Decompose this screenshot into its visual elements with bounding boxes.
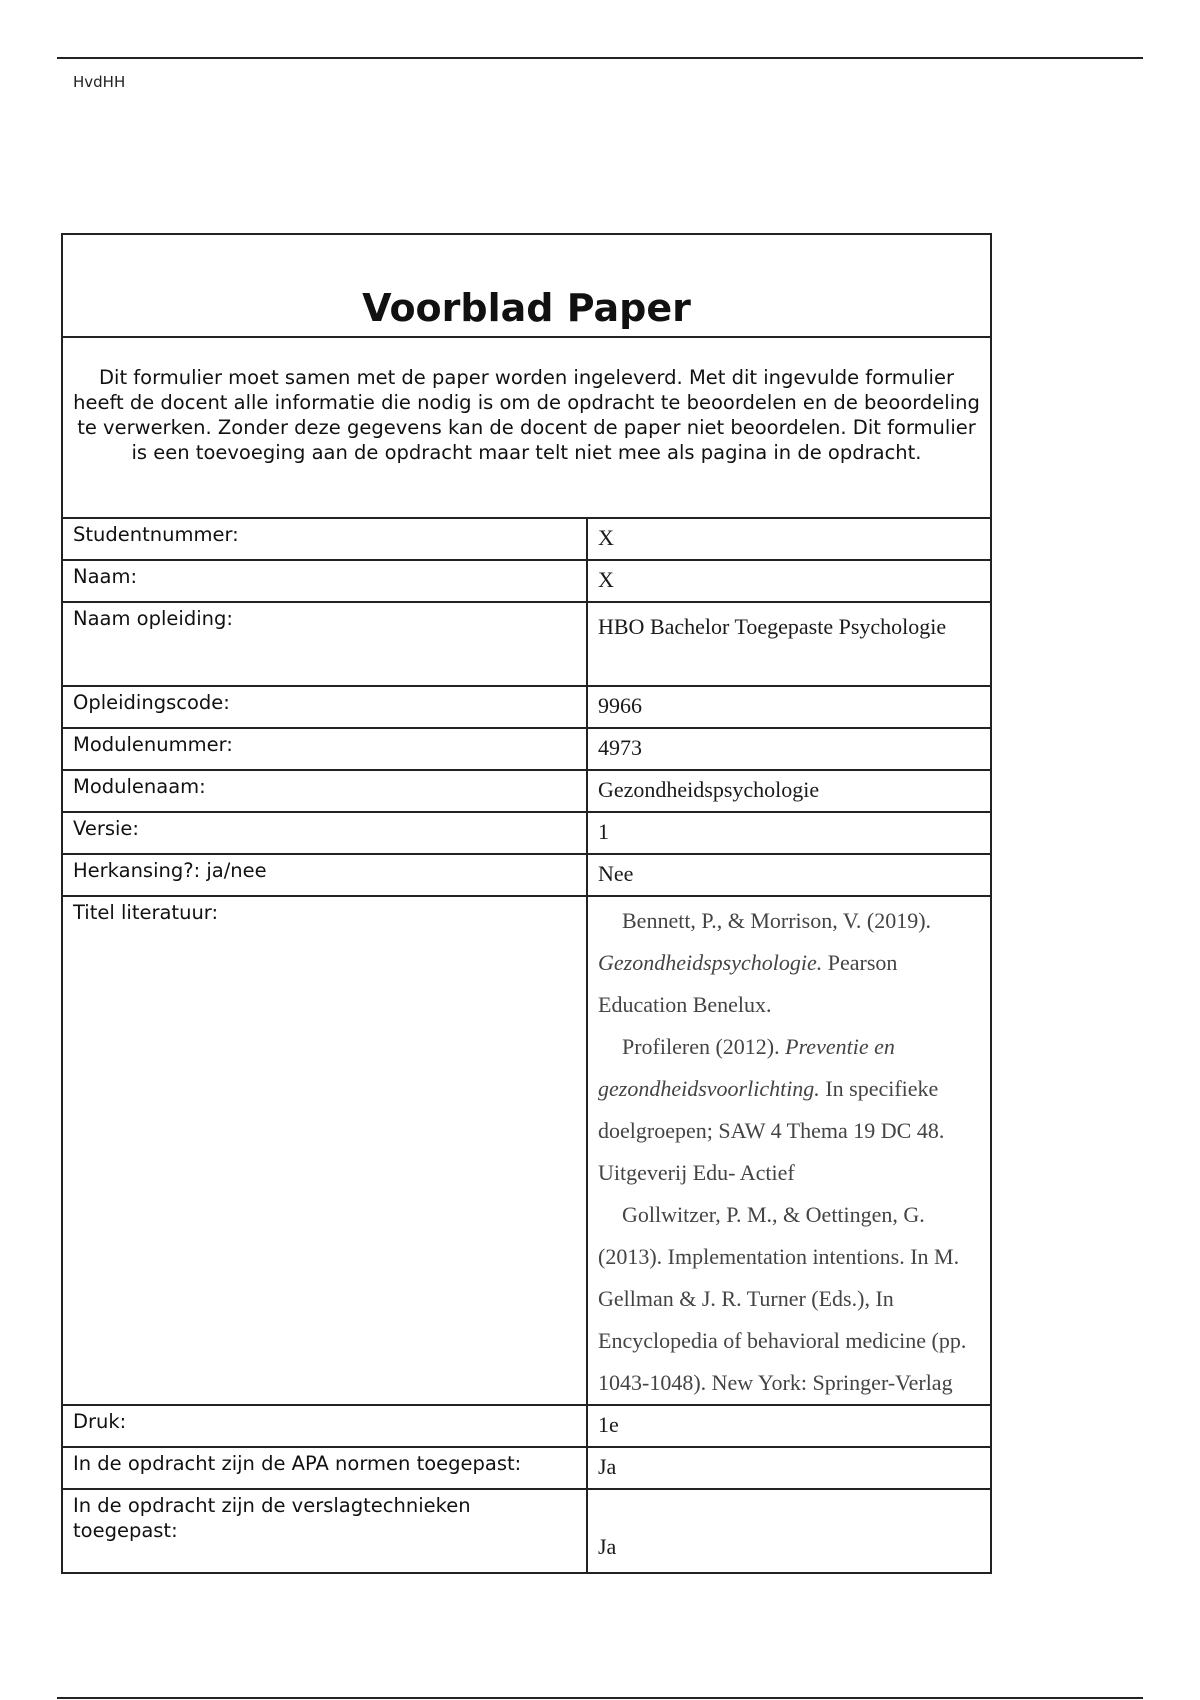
- row-label-verslagtechnieken: In de opdracht zijn de verslagtechnieken toegepast:: [62, 1489, 587, 1573]
- form-title: Voorblad Paper: [62, 234, 991, 337]
- table-row: [62, 770, 991, 812]
- table-row: [62, 1447, 991, 1489]
- row-label-titel-literatuur: Titel literatuur:: [62, 896, 587, 1405]
- row-value-versie: 1: [587, 812, 991, 854]
- table-row: [62, 812, 991, 854]
- row-value-verslagtechnieken: Ja: [587, 1489, 991, 1573]
- row-value-naam-opleiding: HBO Bachelor Toegepaste Psychologie: [587, 602, 991, 686]
- table-row: [62, 854, 991, 896]
- table-row: [62, 518, 991, 560]
- row-label-versie: Versie:: [62, 812, 587, 854]
- table-row: [62, 560, 991, 602]
- row-value-herkansing: Nee: [587, 854, 991, 896]
- row-value-studentnummer: X: [587, 518, 991, 560]
- row-label-modulenaam: Modulenaam:: [62, 770, 587, 812]
- literature-entry: Profileren (2012). Preventie en gezondheidsvoorlichting. In specifieke doelgroepen; SAW 4 Thema 19 DC 48. Uitgeverij Edu- Actief: [598, 1034, 945, 1185]
- table-row: [62, 686, 991, 728]
- row-label-studentnummer: Studentnummer:: [62, 518, 587, 560]
- page-header: HvdHH: [73, 73, 126, 91]
- row-label-naam: Naam:: [62, 560, 587, 602]
- footer-rule: [57, 1697, 1143, 1699]
- table-row: [62, 602, 991, 686]
- row-value-apa: Ja: [587, 1447, 991, 1489]
- row-label-modulenummer: Modulenummer:: [62, 728, 587, 770]
- row-value-opleidingscode: 9966: [587, 686, 991, 728]
- row-label-opleidingscode: Opleidingscode:: [62, 686, 587, 728]
- cover-form-table: [61, 233, 992, 1574]
- table-row: [62, 1489, 991, 1573]
- row-value-modulenaam: Gezondheidspsychologie: [587, 770, 991, 812]
- form-intro: Dit formulier moet samen met de paper worden ingeleverd. Met dit ingevulde formulier heeft de docent alle informatie die nodig is om de opdracht te beoordelen en de beoordeling te verwerken. Zonder deze gegevens kan de docent de paper niet beoordelen. Dit formulier is een toevoeging aan de opdracht maar telt niet mee als pagina in de opdracht.: [62, 337, 991, 518]
- row-label-druk: Druk:: [62, 1405, 587, 1447]
- row-label-apa: In de opdracht zijn de APA normen toegepast:: [62, 1447, 587, 1489]
- row-value-druk: 1e: [587, 1405, 991, 1447]
- row-value-naam: X: [587, 560, 991, 602]
- row-label-herkansing: Herkansing?: ja/nee: [62, 854, 587, 896]
- literature-entry: Gollwitzer, P. M., & Oettingen, G. (2013). Implementation intentions. In M. Gellman & J. R. Turner (Eds.), In Encyclopedia of behavioral medicine (pp. 1043-1048). New York: Springer-Verlag: [598, 1202, 967, 1395]
- header-rule: [57, 57, 1143, 59]
- row-label-naam-opleiding: Naam opleiding:: [62, 602, 587, 686]
- table-row: [62, 896, 991, 1405]
- table-row: [62, 728, 991, 770]
- table-row: [62, 1405, 991, 1447]
- row-value-titel-literatuur: [587, 896, 991, 1405]
- literature-entry: Bennett, P., & Morrison, V. (2019). Gezondheidspsychologie. Pearson Education Benelux.: [598, 908, 932, 1017]
- row-value-modulenummer: 4973: [587, 728, 991, 770]
